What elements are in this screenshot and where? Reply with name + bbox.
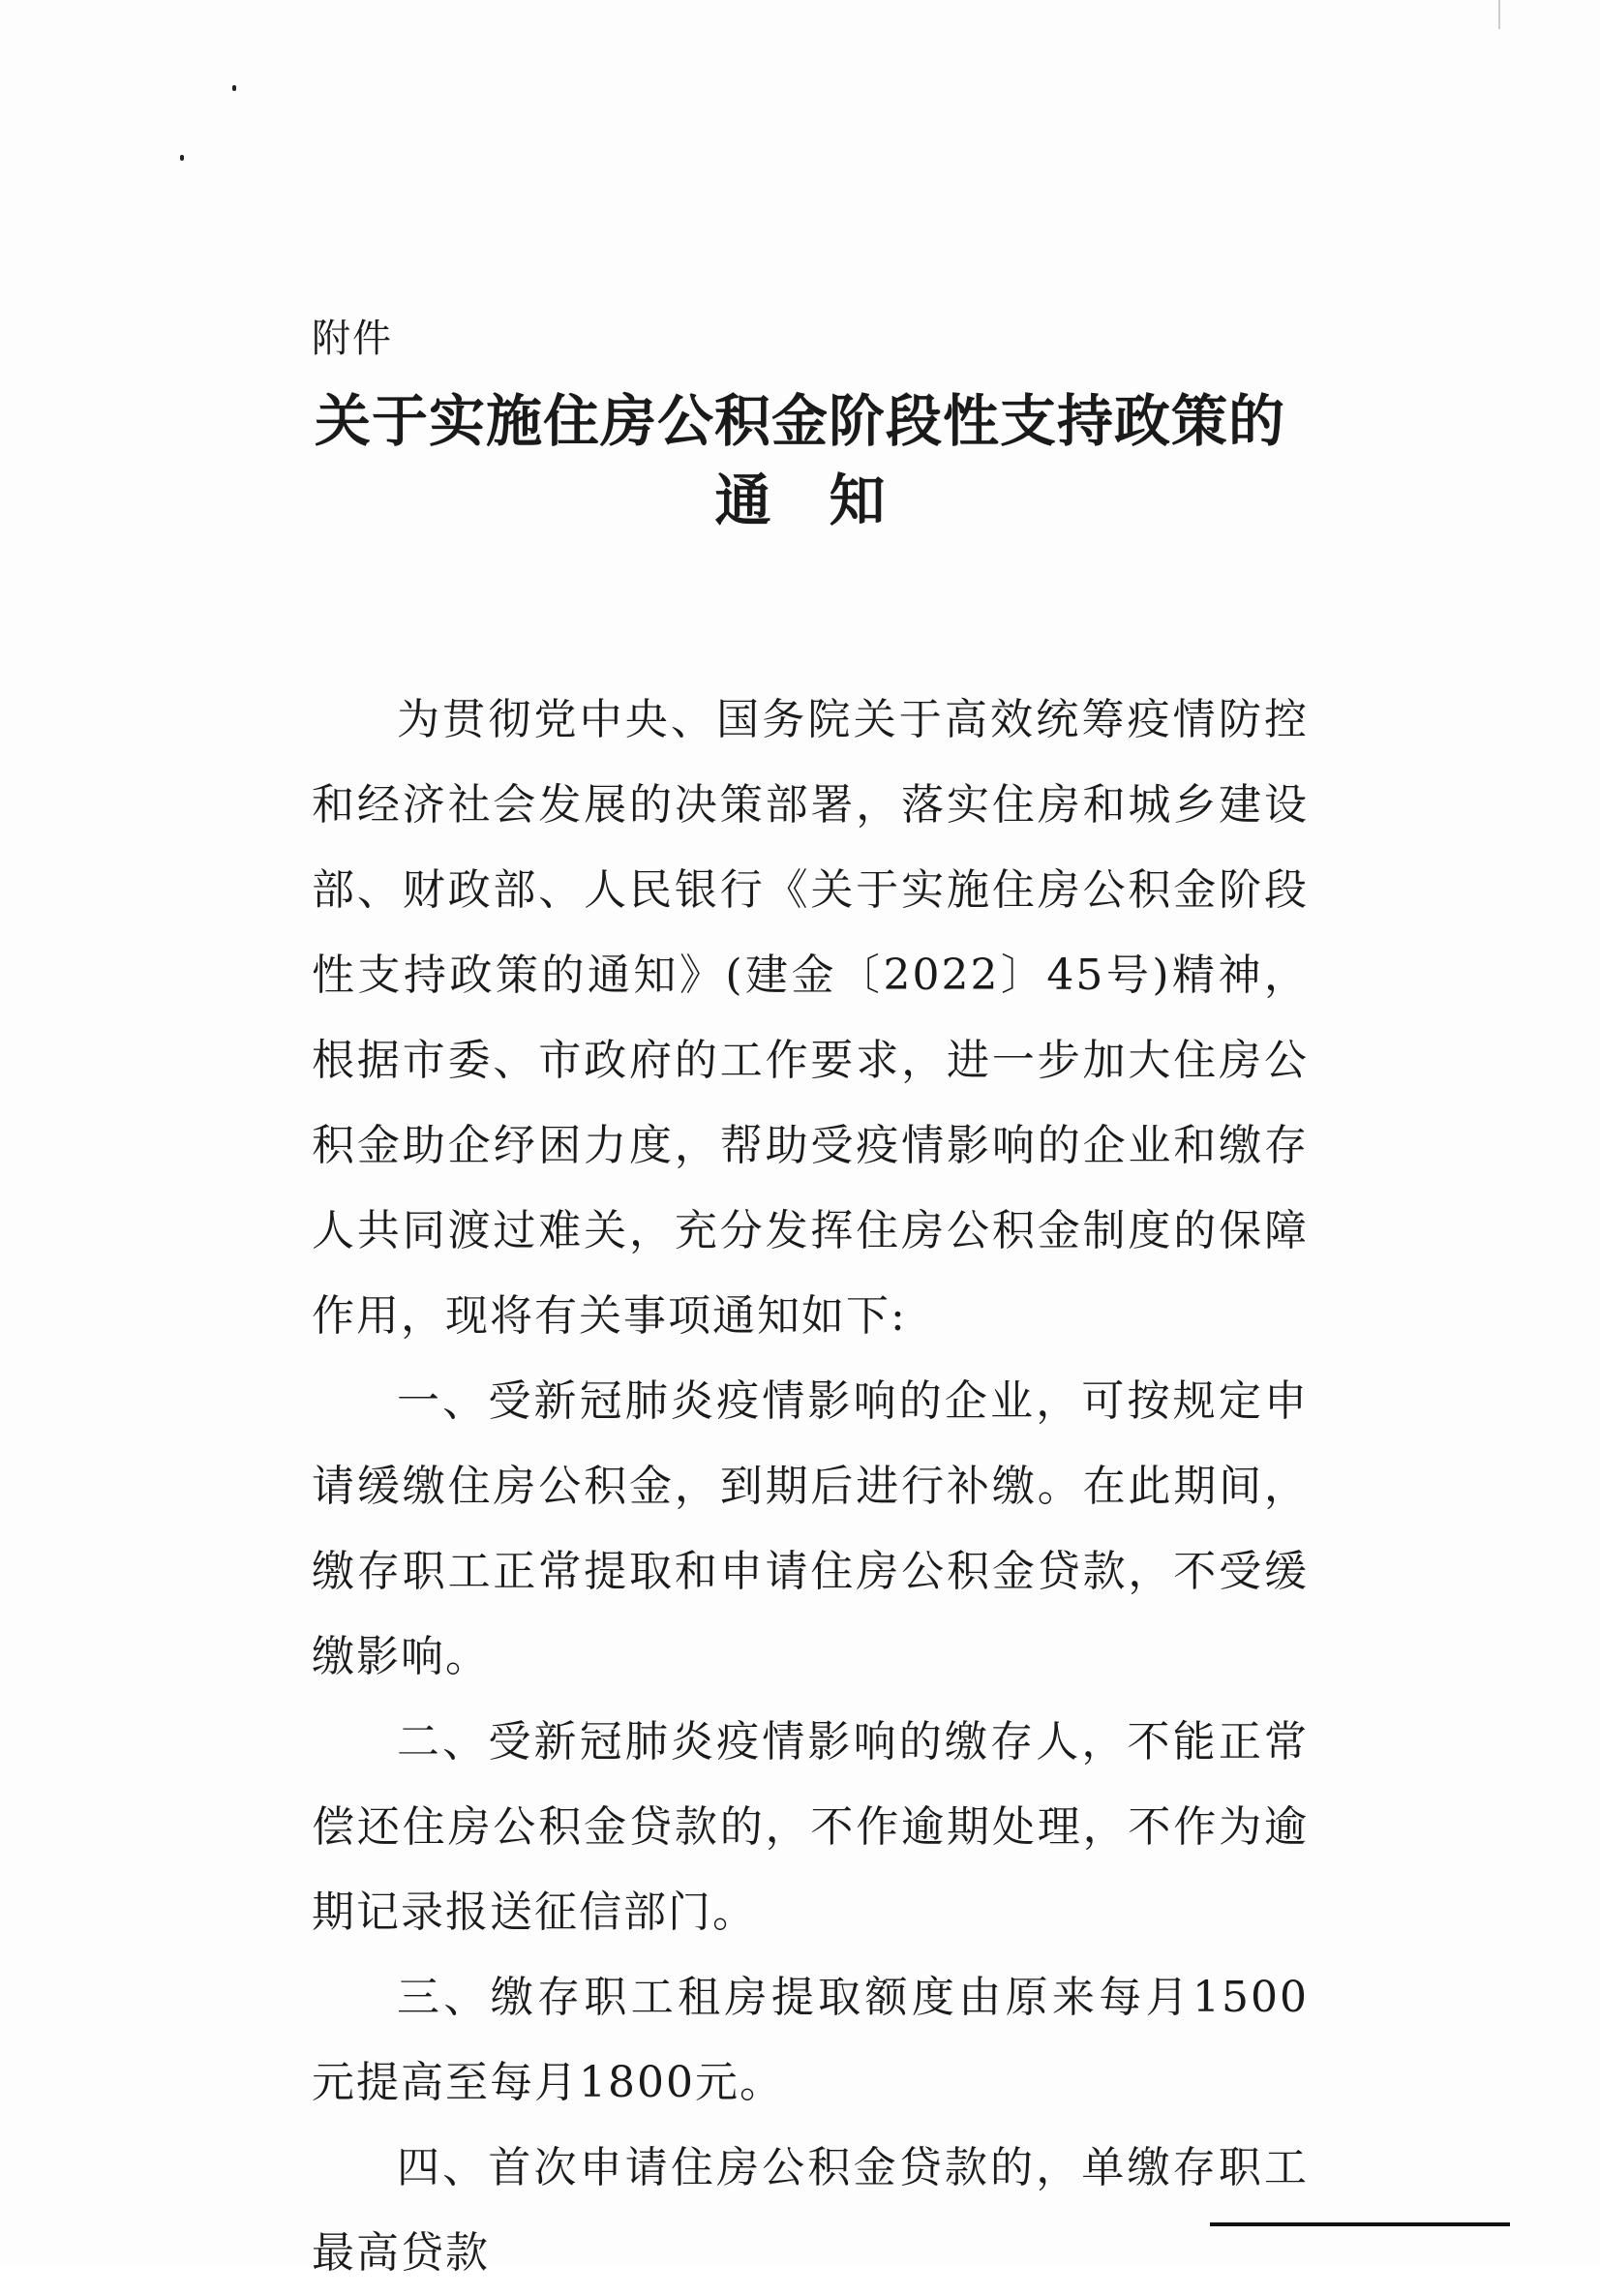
attachment-label: 附件: [312, 317, 393, 361]
paragraph-item-1: 一、受新冠肺炎疫情影响的企业，可按规定申请缓缴住房公积金，到期后进行补缴。在此期间，缴存职工正常提取和申请住房公积金贷款，不受缓缴影响。: [312, 1376, 1309, 1681]
paragraph-item-3: 三、缴存职工租房提取额度由原来每月1500元提高至每月1800元。: [312, 1973, 1309, 2107]
scan-speck: [180, 155, 184, 161]
document-title-line-2: 通知: [714, 468, 944, 533]
document-title-line-1: 关于实施住房公积金阶段性支持政策的: [314, 388, 1285, 454]
paragraph-item-4: 四、首次申请住房公积金贷款的，单缴存职工最高贷款: [312, 2143, 1309, 2278]
paragraph-intro: 为贯彻党中央、国务院关于高效统筹疫情防控和经济社会发展的决策部署，落实住房和城乡建设部、财政部、人民银行《关于实施住房公积金阶段性支持政策的通知》(建金〔2022〕45号)精神，根据市委、市政府的工作要求，进一步加大住房公积金助企纾困力度，帮助受疫情影响的企业和缴存人共同渡过难关，充分发挥住房公积金制度的保障作用，现将有关事项通知如下:: [312, 695, 1309, 1341]
scan-speck: [232, 85, 236, 91]
scan-bottom-edge: [1210, 2222, 1510, 2226]
scan-edge: [1498, 0, 1500, 29]
paragraph-item-2: 二、受新冠肺炎疫情影响的缴存人，不能正常偿还住房公积金贷款的，不作逾期处理，不作为逾期记录报送征信部门。: [312, 1717, 1309, 1937]
document-body: [312, 678, 1309, 2296]
